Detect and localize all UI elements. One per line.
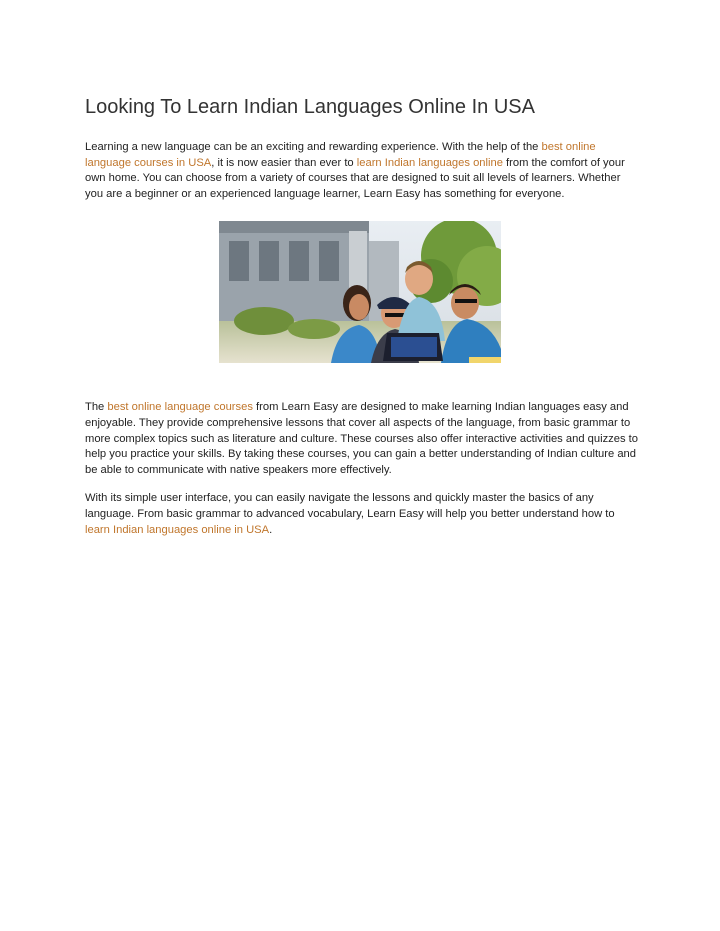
text-span: from Learn Easy are designed to make learning Indian languages easy and enjoyable. They provide comprehensive lessons that cover all aspects of the language, from basic grammar to more complex topics such as literature and culture. These courses also offer interactive activities and quizzes to help you practice your skills. By taking these courses, you can gain a better understanding of Indian culture and be able to communicate with native speakers more effectively. xyxy=(85,401,639,476)
text-span: Learning a new language can be an exciting and rewarding experience. With the help of the xyxy=(85,141,542,153)
link-learn-indian-languages-online[interactable]: learn Indian languages online xyxy=(356,156,503,169)
page-title: Looking To Learn Indian Languages Online In USA xyxy=(85,96,535,118)
link-best-online-language-courses[interactable]: best online language courses xyxy=(107,401,253,414)
link-learn-indian-languages-online-usa[interactable]: learn Indian languages online in USA xyxy=(85,523,270,536)
students-photo xyxy=(219,221,501,363)
paragraph-intro xyxy=(85,140,640,202)
text-span: , it is now easier than ever to xyxy=(211,156,357,169)
text-span: . xyxy=(269,523,273,536)
paragraph-interface xyxy=(85,491,640,538)
link-best-online-language-courses-usa[interactable]: best online language courses in USA xyxy=(85,141,596,169)
text-span: With its simple user interface, you can easily navigate the lessons and quickly master the basics of any language. From basic grammar to advanced vocabulary, Learn Easy will help you better understand how to xyxy=(85,492,615,520)
text-span: from the comfort of your own home. You can choose from a variety of courses that are designed to suit all levels of learners. Whether you are a beginner or an experienced language learner, Learn Easy has something for everyone. xyxy=(85,156,625,200)
text-span: The xyxy=(85,401,108,414)
article-body xyxy=(85,94,640,538)
paragraph-courses xyxy=(85,400,640,478)
